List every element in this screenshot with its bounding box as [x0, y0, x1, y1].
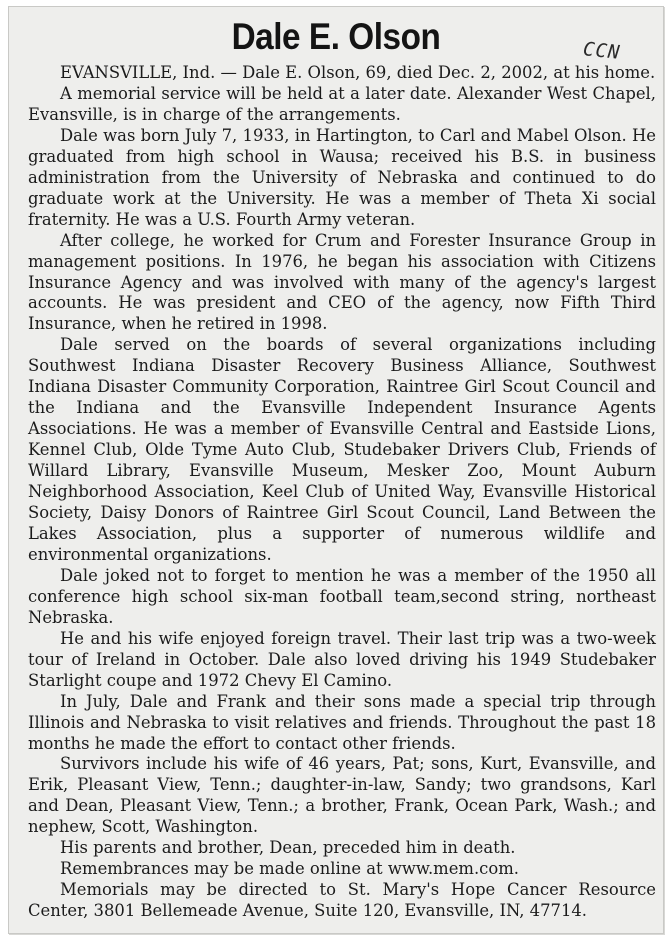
newspaper-clipping [8, 6, 664, 934]
paragraph-football: Dale joked not to forget to mention he was a member of the 1950 all conference high school six-man football team,second string, northeast Nebraska. [28, 565, 656, 627]
paragraph-remembrances: Remembrances may be made online at www.mem.com. [60, 859, 519, 879]
paragraph-preceded: His parents and brother, Dean, preceded him in death. [60, 838, 516, 858]
paragraph-organizations: Dale served on the boards of several organizations including Southwest Indiana Disaster Recovery Business Alliance, Southwest Indiana Disaster Community Corporation, Raintree Girl Scout Council and the Indiana and the Evansville Independent Insurance Agents Associations. He was a member of Evansville Central and Eastside Lions, Kennel Club, Olde Tyme Auto Club, Studebaker Drivers Club, Friends of Willard Library, Evansville Museum, Mesker Zoo, Mount Auburn Neighborhood Association, Keel Club of United Way, Evansville Historical Society, Daisy Donors of Raintree Girl Scout Council, Land Between the Lakes Association, plus a supporter of numerous wildlife and environmental organizations. [28, 335, 656, 564]
paragraph-memorial-service: A memorial service will be held at a later date. Alexander West Chapel, Evansville, is in charge of the arrangements. [28, 83, 656, 124]
paragraph-early-life: Dale was born July 7, 1933, in Hartington, to Carl and Mabel Olson. He graduated from high school in Wausa; received his B.S. in business administration from the University of Nebraska and continued to do graduate work at the University. He was a member of Theta Xi social fraternity. He was a U.S. Fourth Army veteran. [28, 125, 656, 229]
obituary-body [28, 63, 656, 922]
paragraph-death-notice: EVANSVILLE, Ind. — Dale E. Olson, 69, died Dec. 2, 2002, at his home. [60, 63, 656, 82]
paragraph-career: After college, he worked for Crum and Forester Insurance Group in management positions. In 1976, he began his association with Citizens Insurance Agency and was involved with many of the agency's largest accounts. He was president and CEO of the agency, now Fifth Third Insurance, when he retired in 1998. [28, 230, 656, 334]
handwritten-note: CCN [581, 38, 622, 64]
paragraph-survivors: Survivors include his wife of 46 years, Pat; sons, Kurt, Evansville, and Erik, Pleasant View, Tenn.; daughter-in-law, Sandy; two grandsons, Karl and Dean, Pleasant View, Tenn.; a brother, Frank, Ocean Park, Wash.; and nephew, Scott, Washington. [28, 754, 656, 837]
paragraph-travel: He and his wife enjoyed foreign travel. Their last trip was a two-week tour of Ireland in October. Dale also loved driving his 1949 Studebaker Starlight coupe and 1972 Chevy El Camino. [28, 628, 656, 690]
paragraph-trip: In July, Dale and Frank and their sons made a special trip through Illinois and Nebraska to visit relatives and friends. Throughout the past 18 months he made the effort to contact other friends. [28, 691, 656, 753]
paragraph-memorials: Memorials may be directed to St. Mary's Hope Cancer Resource Center, 3801 Bellemeade Avenue, Suite 120, Evansville, IN, 47714. [28, 880, 656, 921]
obituary-headline: Dale E. Olson [231, 16, 441, 57]
